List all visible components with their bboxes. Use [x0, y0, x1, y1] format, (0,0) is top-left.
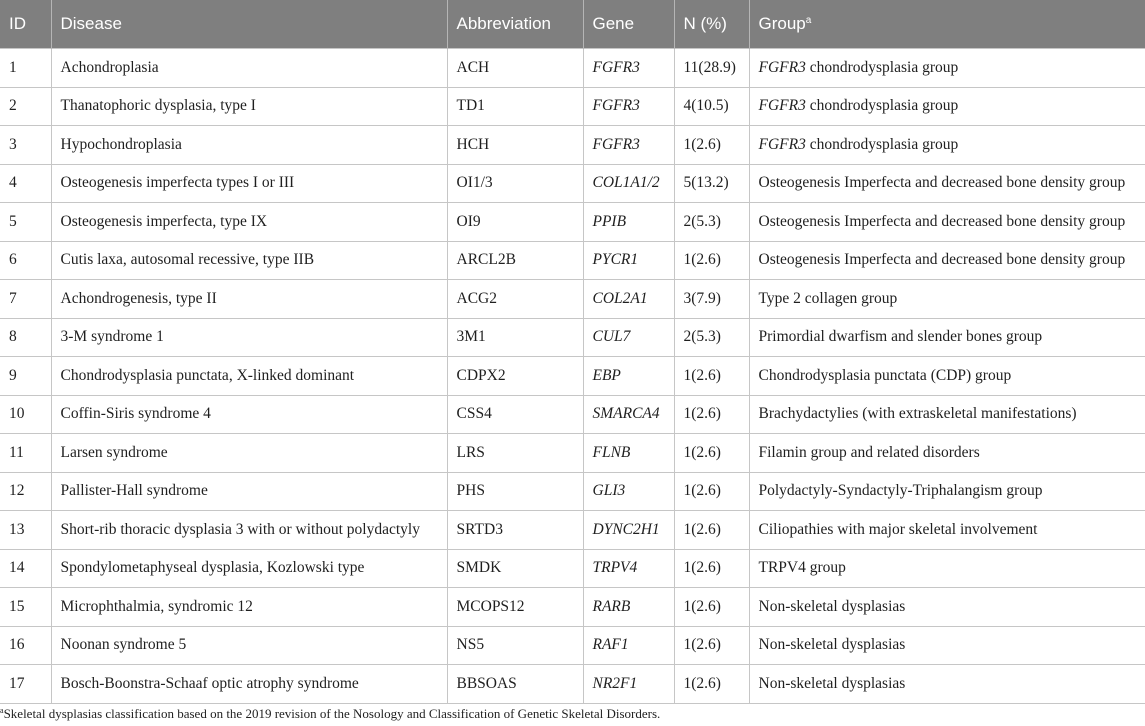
cell-n-percent: 1(2.6) [674, 549, 749, 588]
cell-id: 10 [0, 395, 51, 434]
cell-group [749, 434, 1145, 473]
cell-abbreviation: CSS4 [447, 395, 583, 434]
group-label: Chondrodysplasia punctata (CDP) group [758, 366, 1012, 384]
cell-abbreviation: SMDK [447, 549, 583, 588]
cell-n-percent: 1(2.6) [674, 434, 749, 473]
cell-n-percent: 1(2.6) [674, 472, 749, 511]
cell-abbreviation: ARCL2B [447, 241, 583, 280]
group-label: Non-skeletal dysplasias [758, 636, 906, 654]
group-label: Polydactyly-Syndactyly-Triphalangism group [758, 482, 1043, 500]
cell-n-percent: 2(5.3) [674, 203, 749, 242]
table-header-row [0, 0, 1145, 49]
cell-gene: PPIB [583, 203, 674, 242]
cell-id: 3 [0, 126, 51, 165]
group-label: chondrodysplasia group [805, 58, 959, 76]
table-row [0, 434, 1145, 473]
cell-id: 9 [0, 357, 51, 396]
cell-disease: Spondylometaphyseal dysplasia, Kozlowski type [51, 549, 447, 588]
table-row [0, 549, 1145, 588]
cell-abbreviation: CDPX2 [447, 357, 583, 396]
cell-group [749, 49, 1145, 88]
table-row [0, 472, 1145, 511]
table-row [0, 241, 1145, 280]
cell-disease: Coffin-Siris syndrome 4 [51, 395, 447, 434]
cell-abbreviation: TD1 [447, 87, 583, 126]
cell-gene: DYNC2H1 [583, 511, 674, 550]
cell-disease: Bosch-Boonstra-Schaaf optic atrophy syndrome [51, 665, 447, 704]
table-row [0, 626, 1145, 665]
cell-n-percent: 1(2.6) [674, 511, 749, 550]
cell-disease: Osteogenesis imperfecta, type IX [51, 203, 447, 242]
cell-disease: Achondroplasia [51, 49, 447, 88]
cell-group [749, 395, 1145, 434]
cell-abbreviation: 3M1 [447, 318, 583, 357]
header-id: ID [0, 0, 51, 49]
cell-gene: PYCR1 [583, 241, 674, 280]
cell-gene: FGFR3 [583, 126, 674, 165]
cell-abbreviation: OI1/3 [447, 164, 583, 203]
cell-id: 2 [0, 87, 51, 126]
table-row [0, 395, 1145, 434]
cell-id: 1 [0, 49, 51, 88]
cell-id: 13 [0, 511, 51, 550]
cell-disease: Thanatophoric dysplasia, type I [51, 87, 447, 126]
group-label: Primordial dwarfism and slender bones group [758, 328, 1043, 346]
cell-gene: COL1A1/2 [583, 164, 674, 203]
table-row [0, 126, 1145, 165]
cell-group [749, 318, 1145, 357]
table-row [0, 588, 1145, 627]
cell-n-percent: 2(5.3) [674, 318, 749, 357]
cell-gene: FGFR3 [583, 87, 674, 126]
cell-id: 11 [0, 434, 51, 473]
cell-group [749, 357, 1145, 396]
cell-gene: FLNB [583, 434, 674, 473]
cell-group [749, 126, 1145, 165]
table-row [0, 203, 1145, 242]
cell-gene: RARB [583, 588, 674, 627]
cell-group [749, 588, 1145, 627]
cell-group [749, 87, 1145, 126]
cell-id: 15 [0, 588, 51, 627]
group-label: Type 2 collagen group [758, 289, 898, 307]
header-group-footnote-marker: a [805, 15, 812, 26]
footnote-marker: a [0, 706, 4, 715]
cell-id: 17 [0, 665, 51, 704]
cell-n-percent: 1(2.6) [674, 395, 749, 434]
cell-n-percent: 5(13.2) [674, 164, 749, 203]
cell-id: 16 [0, 626, 51, 665]
cell-disease: 3-M syndrome 1 [51, 318, 447, 357]
cell-abbreviation: HCH [447, 126, 583, 165]
cell-group [749, 203, 1145, 242]
cell-n-percent: 1(2.6) [674, 357, 749, 396]
cell-gene: EBP [583, 357, 674, 396]
cell-id: 14 [0, 549, 51, 588]
table-row [0, 511, 1145, 550]
cell-disease: Short-rib thoracic dysplasia 3 with or without polydactyly [51, 511, 447, 550]
cell-id: 8 [0, 318, 51, 357]
cell-n-percent: 1(2.6) [674, 126, 749, 165]
table-row [0, 280, 1145, 319]
cell-abbreviation: NS5 [447, 626, 583, 665]
cell-gene: RAF1 [583, 626, 674, 665]
cell-group [749, 241, 1145, 280]
cell-disease: Pallister-Hall syndrome [51, 472, 447, 511]
cell-disease: Larsen syndrome [51, 434, 447, 473]
group-label: Brachydactylies (with extraskeletal manifestations) [758, 405, 1077, 423]
cell-abbreviation: PHS [447, 472, 583, 511]
cell-gene: CUL7 [583, 318, 674, 357]
group-gene-name: FGFR3 [758, 97, 806, 115]
cell-abbreviation: LRS [447, 434, 583, 473]
cell-id: 6 [0, 241, 51, 280]
cell-gene: SMARCA4 [583, 395, 674, 434]
cell-n-percent: 4(10.5) [674, 87, 749, 126]
table-footnote [0, 706, 660, 722]
cell-id: 4 [0, 164, 51, 203]
group-gene-name: FGFR3 [758, 58, 806, 76]
cell-group [749, 549, 1145, 588]
group-label: Filamin group and related disorders [758, 443, 980, 461]
cell-disease: Achondrogenesis, type II [51, 280, 447, 319]
cell-disease: Chondrodysplasia punctata, X-linked dominant [51, 357, 447, 396]
table-row [0, 164, 1145, 203]
group-label: Ciliopathies with major skeletal involvement [758, 520, 1038, 538]
table-row [0, 49, 1145, 88]
cell-abbreviation: BBSOAS [447, 665, 583, 704]
footnote-text: Skeletal dysplasias classification based on the 2019 revision of the Nosology and Classification of Genetic Skeletal Disorders. [3, 706, 661, 721]
table-row [0, 665, 1145, 704]
group-label: chondrodysplasia group [805, 97, 959, 115]
group-label: TRPV4 group [758, 559, 846, 577]
table-body [0, 49, 1145, 704]
table-row [0, 87, 1145, 126]
cell-n-percent: 1(2.6) [674, 241, 749, 280]
header-group [749, 0, 1145, 49]
header-disease: Disease [51, 0, 447, 49]
cell-disease: Osteogenesis imperfecta types I or III [51, 164, 447, 203]
table-row [0, 318, 1145, 357]
group-gene-name: FGFR3 [758, 135, 806, 153]
group-label: Osteogenesis Imperfecta and decreased bone density group [758, 212, 1126, 230]
cell-abbreviation: ACG2 [447, 280, 583, 319]
cell-disease: Cutis laxa, autosomal recessive, type IIB [51, 241, 447, 280]
cell-group [749, 626, 1145, 665]
table-row [0, 357, 1145, 396]
group-label: Osteogenesis Imperfecta and decreased bone density group [758, 174, 1126, 192]
cell-group [749, 665, 1145, 704]
header-abbreviation: Abbreviation [447, 0, 583, 49]
cell-n-percent: 1(2.6) [674, 665, 749, 704]
header-gene: Gene [583, 0, 674, 49]
cell-abbreviation: ACH [447, 49, 583, 88]
cell-abbreviation: OI9 [447, 203, 583, 242]
cell-group [749, 164, 1145, 203]
cell-n-percent: 11(28.9) [674, 49, 749, 88]
cell-disease: Hypochondroplasia [51, 126, 447, 165]
cell-gene: COL2A1 [583, 280, 674, 319]
cell-group [749, 511, 1145, 550]
cell-gene: TRPV4 [583, 549, 674, 588]
cell-id: 7 [0, 280, 51, 319]
cell-group [749, 280, 1145, 319]
group-label: Non-skeletal dysplasias [758, 674, 906, 692]
cell-n-percent: 1(2.6) [674, 626, 749, 665]
cell-disease: Microphthalmia, syndromic 12 [51, 588, 447, 627]
cell-gene: GLI3 [583, 472, 674, 511]
cell-disease: Noonan syndrome 5 [51, 626, 447, 665]
cell-n-percent: 1(2.6) [674, 588, 749, 627]
cell-gene: NR2F1 [583, 665, 674, 704]
cell-group [749, 472, 1145, 511]
header-n-percent: N (%) [674, 0, 749, 49]
cell-abbreviation: SRTD3 [447, 511, 583, 550]
cell-id: 12 [0, 472, 51, 511]
cell-gene: FGFR3 [583, 49, 674, 88]
header-group-label: Group [758, 14, 806, 33]
group-label: Non-skeletal dysplasias [758, 597, 906, 615]
cell-id: 5 [0, 203, 51, 242]
cell-abbreviation: MCOPS12 [447, 588, 583, 627]
group-label: chondrodysplasia group [805, 135, 959, 153]
cell-n-percent: 3(7.9) [674, 280, 749, 319]
group-label: Osteogenesis Imperfecta and decreased bone density group [758, 251, 1126, 269]
